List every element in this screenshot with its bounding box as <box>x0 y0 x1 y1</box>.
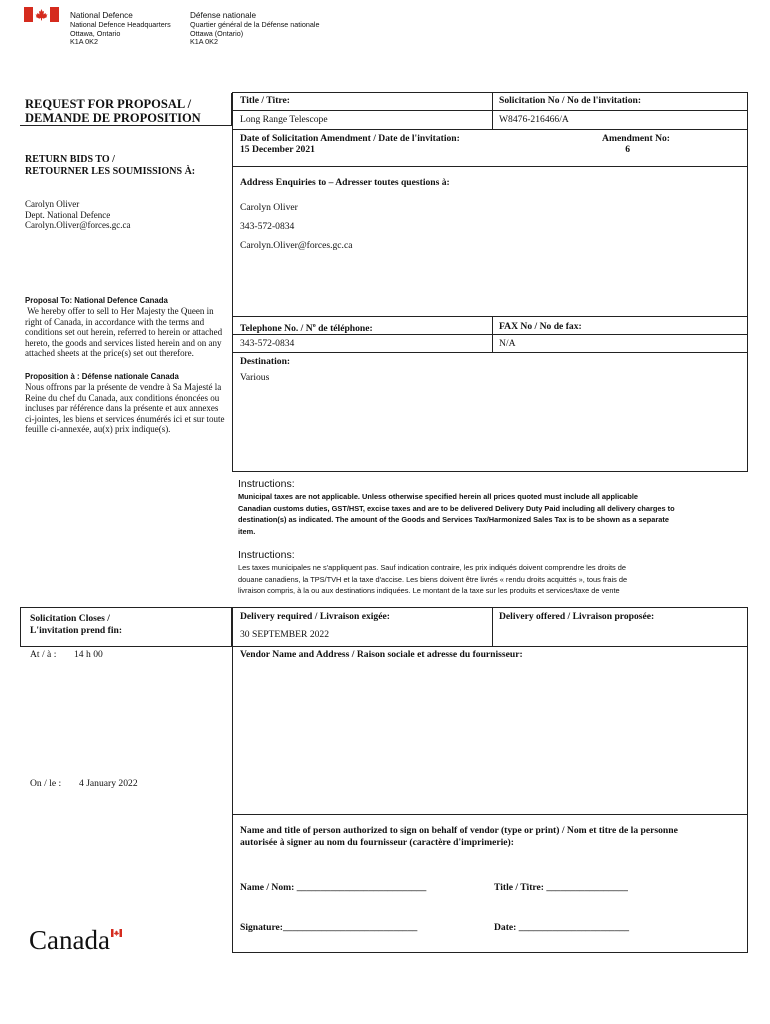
delivery-required-label: Delivery required / Livraison exigée: <box>240 611 390 622</box>
instructions-fr-line: douane canadiens, la TPS/TVH et la taxe d'accise. Les biens doivent être livrés « rendu droits acquittés », tous frais de <box>238 574 628 584</box>
header-fr <box>190 11 319 47</box>
instructions-en-heading: Instructions: <box>238 478 295 490</box>
return-contact <box>25 199 131 231</box>
return-bids <box>25 154 195 177</box>
divider <box>232 316 748 317</box>
closing-label-fr: L'invitation prend fin: <box>30 624 123 636</box>
instructions-fr-line: Les taxes municipales ne s'appliquent pas. Sauf indication contraire, les prix indiqués doivent comprendre les droits de <box>238 563 626 572</box>
proposal-en-line: attached sheets at the price(s) set out therefore. <box>25 348 194 359</box>
vendor-address-field[interactable] <box>236 664 744 810</box>
return-bids-en: RETURN BIDS TO / <box>25 154 115 165</box>
closing-label-en: Solicitation Closes / <box>30 613 110 624</box>
fax-label: FAX No / No de fax: <box>499 321 582 332</box>
telephone-label <box>240 321 373 335</box>
instructions-fr-line: livraison compris, à la ou aux destinations indiquées. Le montant de la taxe sur les produits et services/taxe de vente <box>238 586 620 596</box>
divider <box>232 352 748 353</box>
header-fr-line2: Ottawa (Ontario) <box>190 28 244 38</box>
header-en <box>70 11 171 47</box>
telephone-value: 343-572-0834 <box>240 338 295 349</box>
authorized-label <box>240 825 740 848</box>
fax-value: N/A <box>499 338 516 349</box>
divider <box>492 92 493 129</box>
instructions-fr <box>238 549 748 597</box>
divider <box>232 166 748 167</box>
canada-wordmark <box>29 924 110 956</box>
divider <box>492 316 493 352</box>
delivery-offered-label: Delivery offered / Livraison proposée: <box>499 611 655 622</box>
proposal-fr-line: ci-jointes, les biens et services énumérés ici et sur toute <box>25 413 225 424</box>
proposal-fr-line: feuille ci-annexée, au(x) prix indique(s). <box>25 424 171 435</box>
instructions-en-line: Municipal taxes are not applicable. Unless otherwise specified herein all prices quoted must include all applicable <box>238 492 639 501</box>
closing-on-label: On / le : <box>30 778 62 789</box>
proposal-en-line: right of Canada, in accordance with the terms and <box>25 316 205 327</box>
address-label: Address Enquiries to – Adresser toutes questions à: <box>240 177 450 188</box>
header-en-org: National Defence <box>70 11 133 20</box>
date-value: 15 December 2021 <box>240 144 315 155</box>
proposal-en-line: hereto, the goods and services listed herein and on any <box>25 337 222 348</box>
telephone-label-post: de téléphone: <box>315 323 373 335</box>
delivery-required-value: 30 SEPTEMBER 2022 <box>240 629 330 640</box>
solicitation-value: W8476-216466/A <box>499 114 569 125</box>
vendor-name-field[interactable]: Name / Nom: ___________________________ <box>240 882 427 893</box>
contact-name: Carolyn Oliver <box>25 199 80 209</box>
date-label: Date of Solicitation Amendment / Date de l'invitation: <box>240 133 460 144</box>
title-label: Title / Titre: <box>240 95 290 106</box>
return-bids-fr: RETOURNER LES SOUMISSIONS À: <box>25 165 196 177</box>
closing-on-value: 4 January 2022 <box>79 778 138 789</box>
header-fr-line1: Quartier général de la Défense nationale <box>190 20 320 29</box>
contact-dept: Dept. National Defence <box>25 209 111 220</box>
vendor-date-field[interactable]: Date: _______________________ <box>494 922 630 933</box>
header-en-line1: National Defence Headquarters <box>70 20 171 29</box>
title-value: Long Range Telescope <box>240 114 328 125</box>
closing-at-value: 14 h 00 <box>74 649 103 660</box>
telephone-label-sup: o <box>312 323 316 329</box>
amendment-label: Amendment No: <box>602 133 670 144</box>
authorized-line1: Name and title of person authorized to sign on behalf of vendor (type or print) / Nom et titre de la personne <box>240 825 678 836</box>
closing-at-label: At / à : <box>30 649 57 660</box>
divider <box>232 814 748 815</box>
vendor-signature-field[interactable]: Signature:____________________________ <box>240 922 418 933</box>
rfp-title <box>25 97 201 125</box>
header-fr-line3: K1A 0K2 <box>190 37 218 47</box>
proposal-fr-heading: Proposition à : Défense nationale Canada <box>25 372 179 381</box>
address-email: Carolyn.Oliver@forces.gc.ca <box>240 240 353 251</box>
proposal-en <box>25 296 230 359</box>
authorized-line2: autorisée à signer au nom du fournisseur (caractère d'imprimerie): <box>240 836 514 848</box>
divider <box>492 607 493 646</box>
header-en-line2: Ottawa, Ontario <box>70 28 121 38</box>
canada-flag-icon <box>24 7 59 22</box>
vendor-label: Vendor Name and Address / Raison sociale et adresse du fournisseur: <box>240 649 523 660</box>
instructions-en-line: Canadian customs duties, GST/HST, excise taxes and are to be delivered Delivery Duty Paid including all delivery charges to <box>238 503 675 513</box>
vendor-title-field[interactable]: Title / Titre: _________________ <box>494 882 628 893</box>
instructions-fr-heading: Instructions: <box>238 549 295 561</box>
proposal-fr <box>25 372 230 435</box>
divider <box>232 110 748 111</box>
instructions-en-line: destination(s) as indicated. The amount of the Goods and Services Tax/Harmonized Sales Tax is to be shown as a separate <box>238 515 669 525</box>
address-phone: 343-572-0834 <box>240 221 295 232</box>
destination-label: Destination: <box>240 356 291 367</box>
amendment-value: 6 <box>625 144 630 155</box>
contact-email: Carolyn.Oliver@forces.gc.ca <box>25 220 131 231</box>
instructions-en-line: item. <box>238 526 256 536</box>
proposal-fr-line: Reine du chef du Canada, aux conditions énoncées ou <box>25 392 220 403</box>
proposal-en-heading: Proposal To: National Defence Canada <box>25 296 168 305</box>
delivery-offered-field[interactable] <box>494 624 744 644</box>
rfp-title-en: REQUEST FOR PROPOSAL / <box>25 97 192 111</box>
canada-wordmark-text: Canada <box>29 925 110 955</box>
proposal-fr-line: incluses par référence dans la présente et aux annexes <box>25 403 219 414</box>
telephone-label-pre: Telephone No. / N <box>240 323 313 335</box>
divider <box>232 646 748 647</box>
solicitation-label: Solicitation No / No de l'invitation: <box>499 95 642 106</box>
closing-label <box>30 613 122 636</box>
divider <box>232 129 748 130</box>
proposal-en-line: conditions set out herein, referred to herein or attached <box>25 327 223 338</box>
instructions-en <box>238 478 748 537</box>
address-name: Carolyn Oliver <box>240 202 298 213</box>
canada-wordmark-flag-icon <box>111 929 122 937</box>
destination-value: Various <box>240 372 270 383</box>
header-fr-org: Défense nationale <box>190 11 257 20</box>
proposal-en-line: We hereby offer to sell to Her Majesty the Queen in <box>25 306 214 316</box>
header-en-line3: K1A 0K2 <box>70 37 98 47</box>
rfp-title-fr: DEMANDE DE PROPOSITION <box>25 111 201 125</box>
proposal-fr-line: Nous offrons par la présente de vendre à Sa Majesté la <box>25 382 222 392</box>
